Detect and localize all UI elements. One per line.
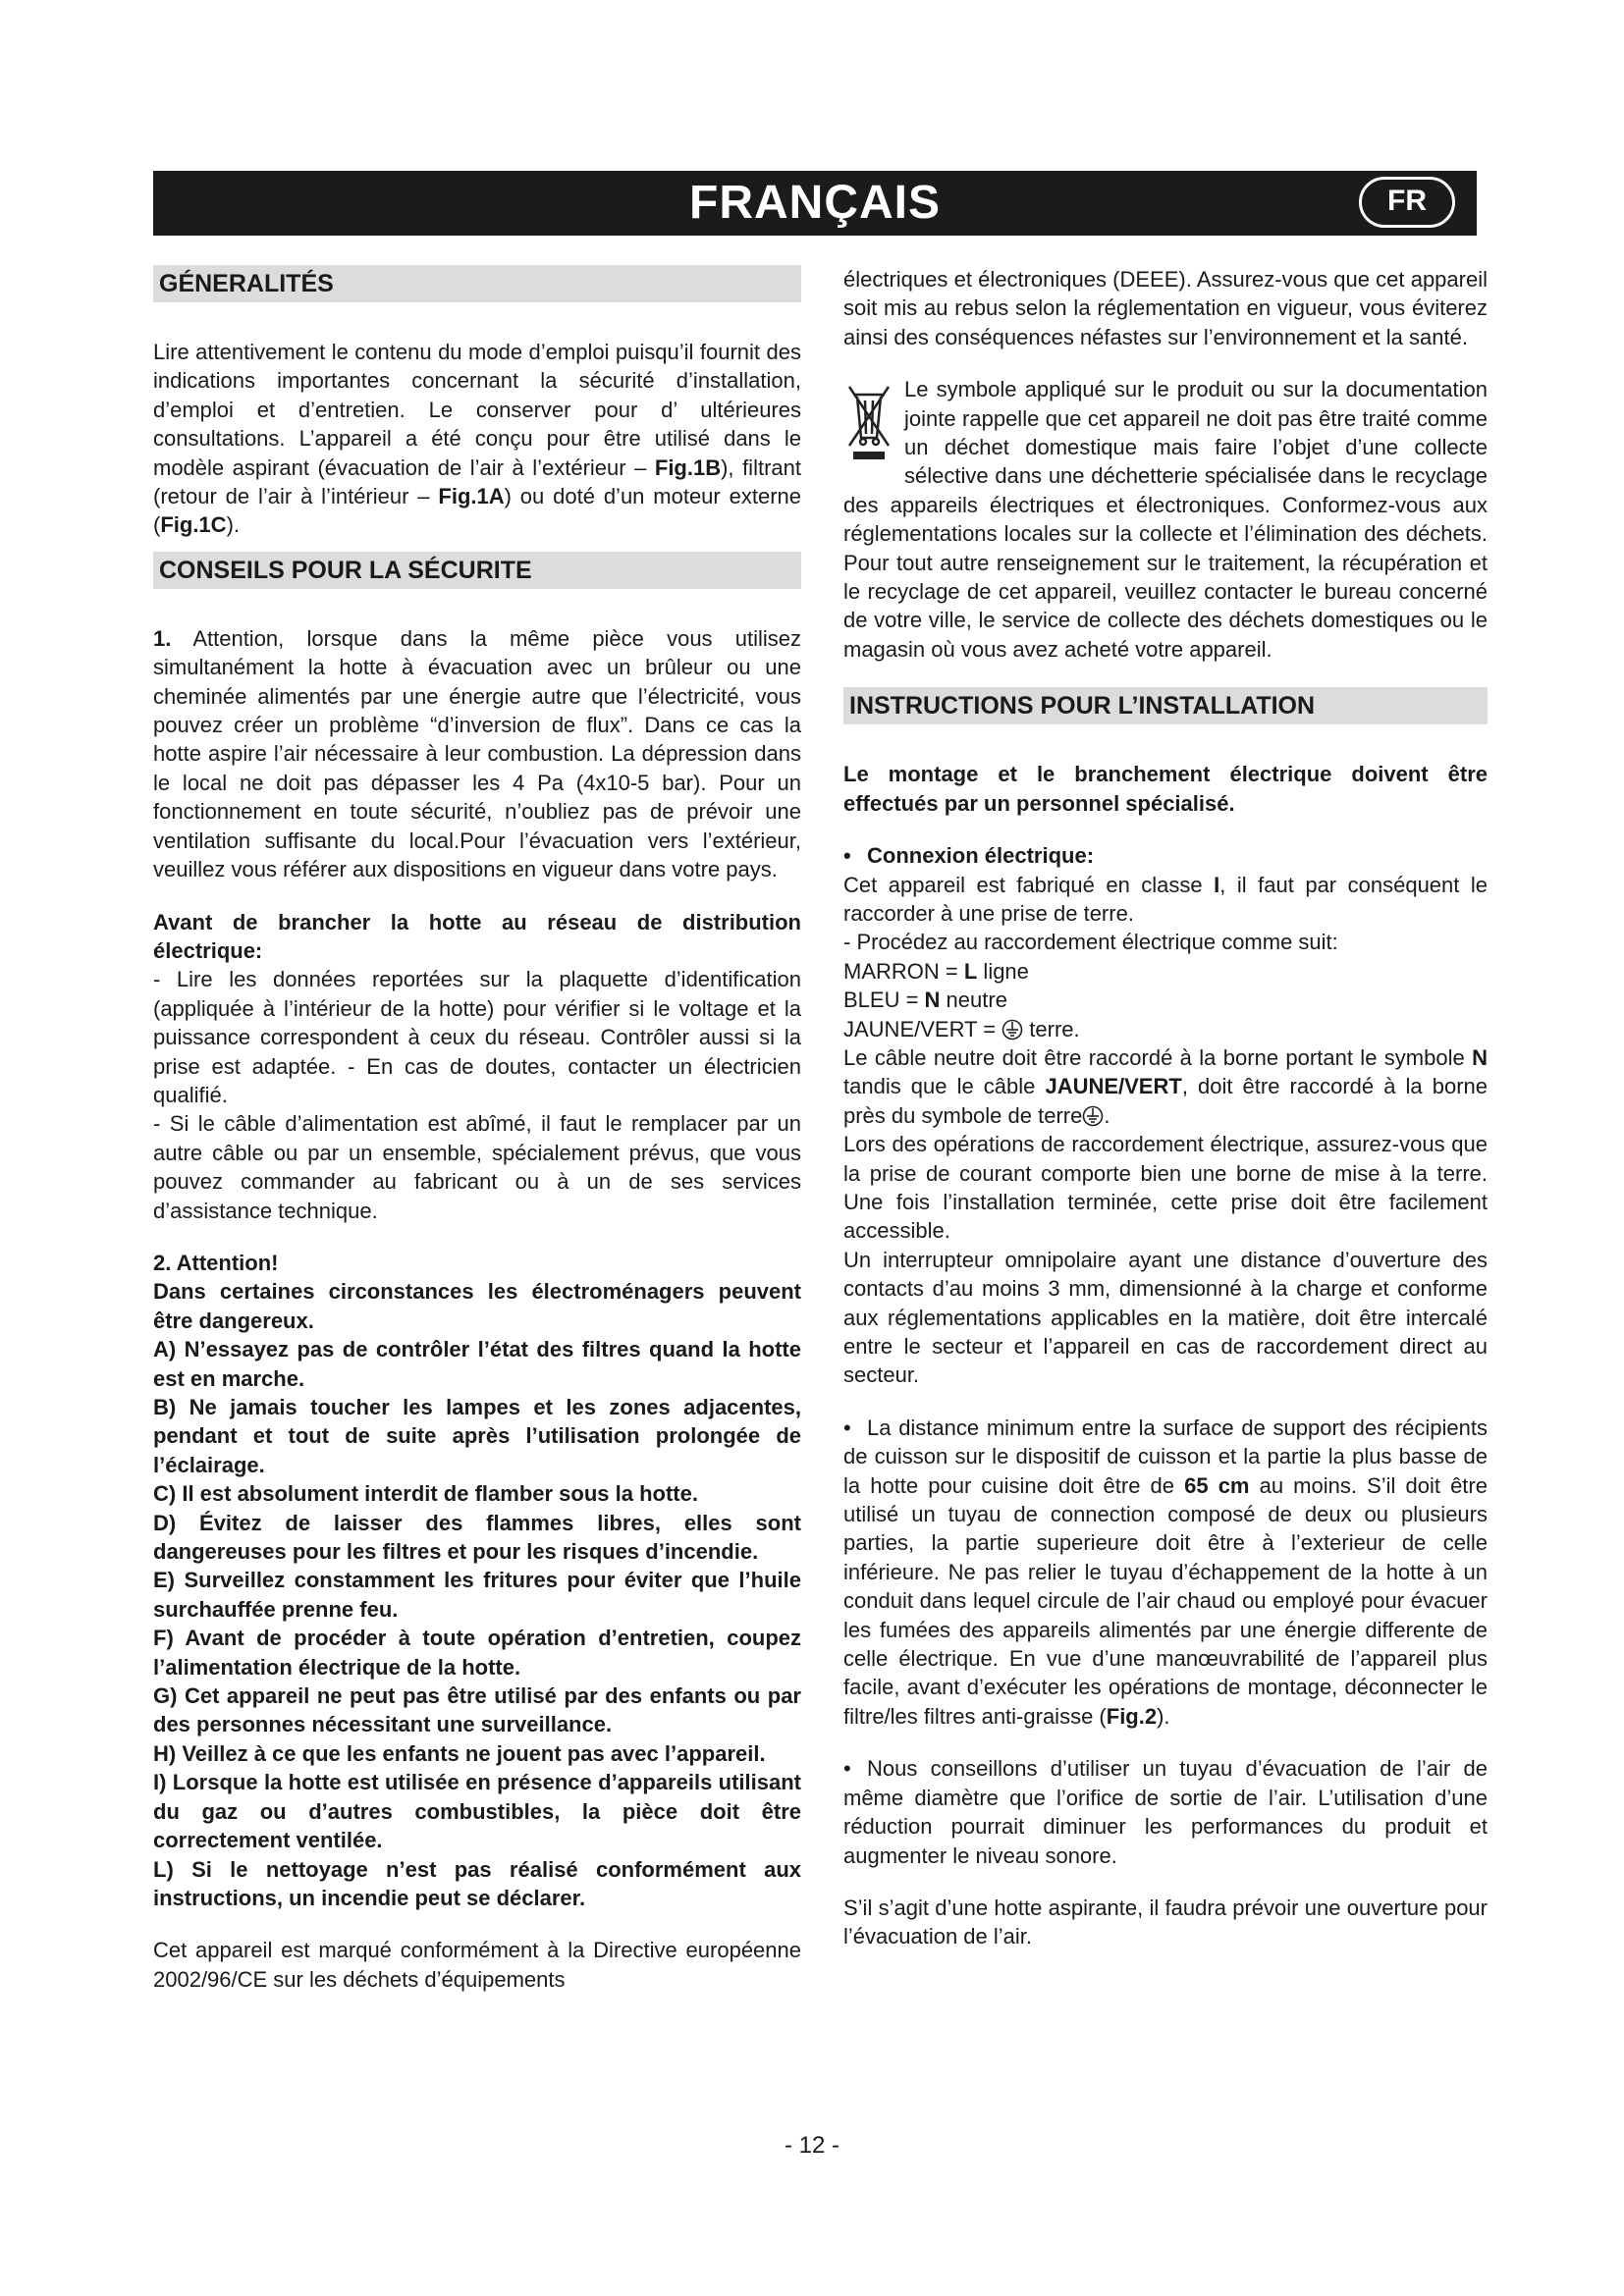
general-paragraph: Lire attentivement le contenu du mode d’emploi puisqu’il fournit des indications importantes concernant la sécurité d’installation, d’emploi et d’entretien. Le conserver pour d’ ultérieures consultations. L’appareil a été conçu pour être utilisé dans le modèle aspirant (évacuation de l’air à l’extérieur – Fig.1B), filtrant (retour de l’air à l’intérieur – Fig.1A) ou doté d’un moteur externe (Fig.1C). — [153, 340, 801, 538]
left-column — [153, 265, 801, 1994]
connection-paragraph-1: Cet appareil est fabriqué en classe I, il faut par conséquent le raccorder à une prise de terre. — [843, 872, 1489, 926]
directive-paragraph: Cet appareil est marqué conformément à la Directive européenne 2002/96/CE sur les déchets d’équipements — [153, 1938, 801, 1992]
warning-item: I) Lorsque la hotte est utilisée en présence d’appareils utilisant du gaz ou d’autres combustibles, la pièce doit être correctement ventilée. — [153, 1770, 801, 1853]
language-banner — [153, 171, 1477, 236]
distance-paragraph: • La distance minimum entre la surface de support des récipients de cuisson sur le dispositif de cuisson et la partie la plus basse de la hotte pour cuisine doit être de 65 cm au moins. S’il doit être utilisé un tuyau de connection composé de deux ou plusieurs parties, la partie superieure doit être à l’exterieur de celle inférieure. Ne pas relier le tuyau d’échappement de la hotte à un conduit dans lequel circule de l’air chaud ou employé pour évacuer les fumées des appareils alimentés par une énergie differente de celle électrique. En vue d’une manœuvrabilité de l’appareil plus facile, avant d’exécuter les opérations de montage, déconnecter le filtre/les filtres anti-graisse (Fig.2). — [843, 1415, 1488, 1729]
page-number: - 12 - — [784, 2132, 839, 2159]
heading-securite: CONSEILS POUR LA SÉCURITE — [153, 552, 801, 589]
install-intro: Le montage et le branchement électrique doivent être effectués par un personnel spécialisé. — [843, 762, 1488, 816]
connection-paragraph-2: - Procédez au raccordement électrique comme suit: — [843, 930, 1338, 955]
switch-paragraph: Un interrupteur omnipolaire ayant une distance d’ouverture des contacts d’au moins 3 mm, dimensionné à la charge et conforme aux réglementations applicables en la matière, doit être intercalé entre le secteur et l’appareil en cas de raccordement direct au secteur. — [843, 1247, 1488, 1388]
earth-symbol-icon — [1001, 1019, 1023, 1041]
pipe-paragraph: • Nous conseillons d’utiliser un tuyau d’évacuation de l’air de même diamètre que l’orifice de sortie de l’air. L’utilisation d’une réduction pourrait diminuer les performances du produit et augmenter le niveau sonore. — [843, 1756, 1488, 1868]
right-column — [843, 265, 1488, 1951]
aspirante-paragraph: S’il s’agit d’une hotte aspirante, il faudra prévoir une ouverture pour l’évacuation de l’air. — [843, 1895, 1488, 1949]
warning-item: C) Il est absolument interdit de flamber sous la hotte. — [153, 1481, 698, 1507]
attention-title: 2. Attention! — [153, 1250, 279, 1275]
before-paragraph-1: - Lire les données reportées sur la plaquette d’identification (appliquée à l’intérieur de la hotte) pour vérifier si le voltage et la puissance correspondent à ceux du réseau. Contrôler aussi si la prise est adaptée. - En cas de doutes, contacter un électricien qualifié. — [153, 967, 801, 1107]
weee-block — [843, 375, 1488, 664]
heading-generalites: GÉNERALITÉS — [153, 265, 801, 302]
warning-item: D) Évitez de laisser des flammes libres, elles sont dangereuses pour les filtres et pour les risques d’incendie. — [153, 1510, 801, 1565]
neutral-paragraph: Le câble neutre doit être raccordé à la borne portant le symbole N tandis que le câble JAUNE/VERT, doit être raccordé à la borne près du symbole de terre . — [843, 1044, 1489, 1128]
operations-paragraph: Lors des opérations de raccordement électrique, assurez-vous que la prise de courant comporte bien une borne de mise à la terre. Une fois l’installation terminée, cette prise doit être facilement accessible. — [843, 1132, 1488, 1244]
warning-item: A) N’essayez pas de contrôler l’état des filtres quand la hotte est en marche. — [153, 1337, 801, 1391]
banner-title: FRANÇAIS — [689, 177, 941, 229]
safety-paragraph-1: 1. Attention, lorsque dans la même pièce vous utilisez simultanément la hotte à évacuation avec un brûleur ou une cheminée alimentés par une énergie autre que l’électricité, vous pouvez créer un problème “d’inversion de flux”. Dans ce cas la hotte aspire l’air nécessaire à leur combustion. La dépression dans le local ne doit pas dépasser les 4 Pa (4x10-5 bar). Pour un fonctionnement en toute sécurité, n’oubliez pas de prévoir une ventilation suffisante du local.Pour l’évacuation vers l’extérieur, veuillez vous référer aux dispositions en vigueur dans votre pays. — [153, 625, 801, 882]
before-paragraph-2: - Si le câble d’alimentation est abîmé, il faut le remplacer par un autre câble ou par un ensemble, spécialement prévus, que vous pouvez commander au fabricant ou à un de ses services d’assistance technique. — [153, 1111, 801, 1223]
earth-symbol-icon — [1082, 1105, 1104, 1127]
warning-item: H) Veillez à ce que les enfants ne jouent pas avec l’appareil. — [153, 1740, 766, 1766]
weee-symbol-paragraph: Le symbole appliqué sur le produit ou sur la documentation jointe rappelle que cet appareil ne doit pas être traité comme un déchet domestique mais faire l’objet d’une collecte sélective dans une déchetterie spécialisée dans le recyclage des appareils électriques et électroniques. Conformez-vous aux réglementations locales sur la collecte et l’élimination des déchets. Pour tout autre renseignement sur le traitement, la récupération et le recyclage de cet appareil, veuillez contacter le bureau concerné de votre ville, le service de collecte des déchets domestiques ou le magasin où vous avez acheté votre appareil. — [843, 377, 1488, 662]
language-badge: FR — [1359, 177, 1455, 228]
wire-yellow-green: JAUNE/VERT = terre. — [843, 1016, 1080, 1041]
warning-item: F) Avant de procéder à toute opération d’entretien, coupez l’alimentation électrique de la hotte. — [153, 1626, 801, 1680]
before-heading: Avant de brancher la hotte au réseau de distribution électrique: — [153, 909, 801, 963]
attention-intro: Dans certaines circonstances les électroménagers peuvent être dangereux. — [153, 1279, 801, 1333]
warning-item: G) Cet appareil ne peut pas être utilisé par des enfants ou par des personnes nécessitant une surveillance. — [153, 1683, 801, 1737]
wire-brown: MARRON = L ligne — [843, 958, 1029, 984]
warning-item: B) Ne jamais toucher les lampes et les zones adjacentes, pendant et tout de suite après l’utilisation prolongée de l’éclairage. — [153, 1395, 801, 1477]
connection-title: • Connexion électrique: — [843, 843, 1095, 869]
warning-item: L) Si le nettoyage n’est pas réalisé conformément aux instructions, un incendie peut se déclarer. — [153, 1856, 801, 1910]
weee-bin-icon — [843, 381, 894, 463]
warning-item: E) Surveillez constamment les fritures pour éviter que l’huile surchauffée prenne feu. — [153, 1568, 801, 1622]
deee-paragraph: électriques et électroniques (DEEE). Assurez-vous que cet appareil soit mis au rebus selon la réglementation en vigueur, vous éviterez ainsi des conséquences néfastes sur l’environnement et la santé. — [843, 267, 1488, 349]
wire-blue: BLEU = N neutre — [843, 988, 1007, 1013]
heading-installation: INSTRUCTIONS POUR L’INSTALLATION — [843, 687, 1488, 724]
